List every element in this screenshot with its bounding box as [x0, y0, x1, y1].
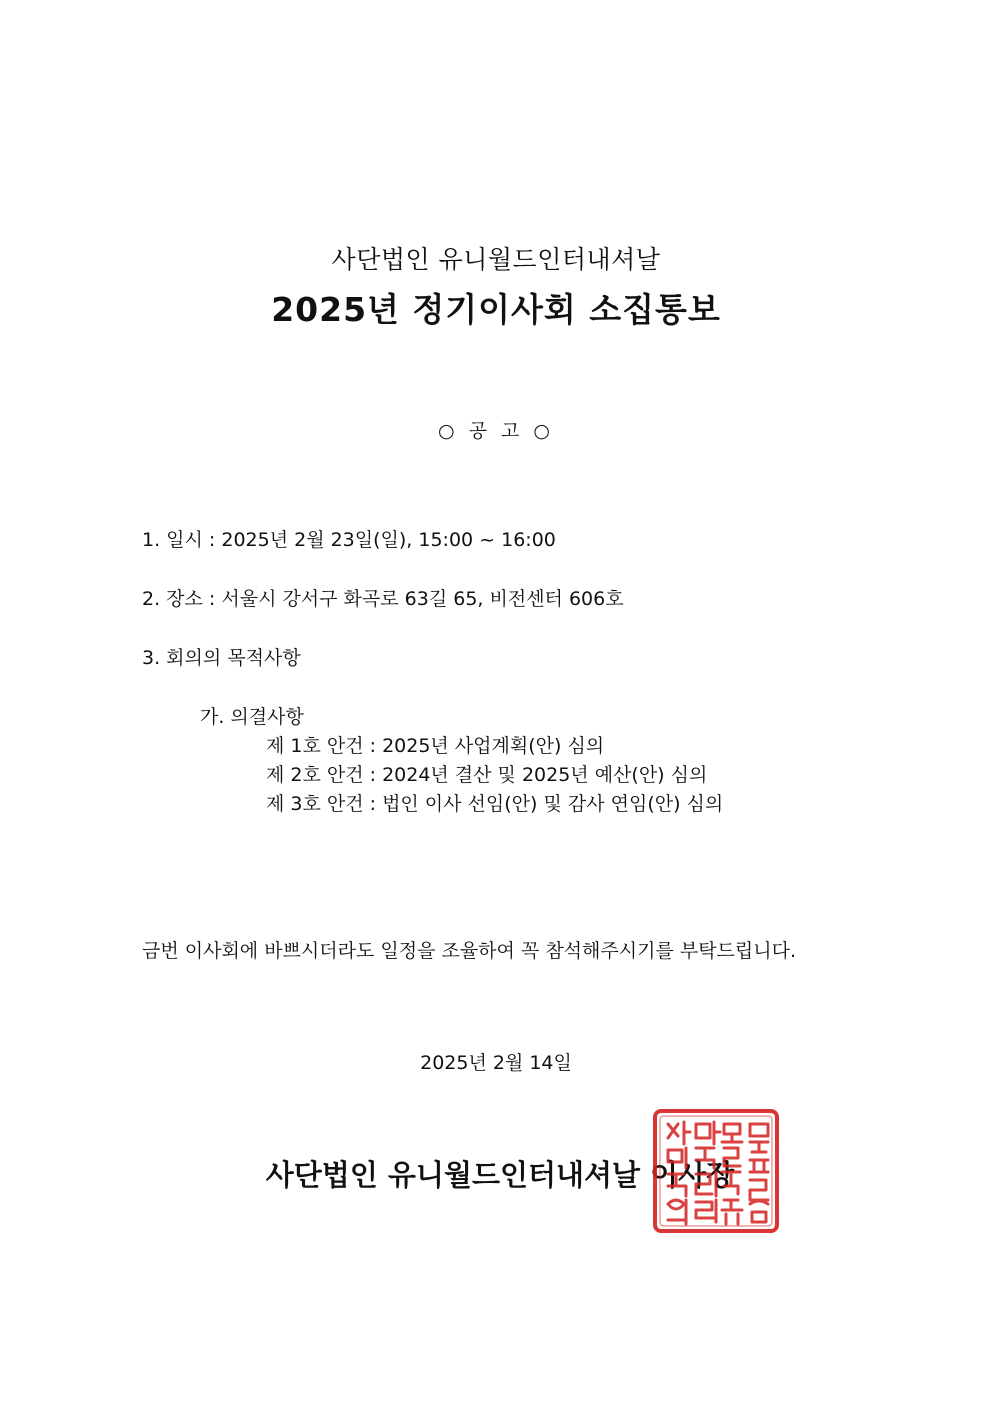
agenda-motion-1: 제 1호 안건 : 2025년 사업계획(안) 심의 [266, 735, 605, 757]
resolution-subheading: 가. 의결사항 [200, 706, 304, 728]
agenda-motion-2: 제 2호 안건 : 2024년 결산 및 2025년 예산(안) 심의 [266, 764, 708, 786]
meeting-place-item: 2. 장소 : 서울시 강서구 화곡로 63길 65, 비전센터 606호 [142, 588, 624, 610]
closing-request: 금번 이사회에 바쁘시더라도 일정을 조율하여 꼭 참석해주시기를 부탁드립니다. [142, 940, 796, 962]
meeting-agenda-item: 3. 회의의 목적사항 [142, 647, 301, 669]
organization-name: 사단법인 유니월드인터내셔날 [331, 245, 661, 274]
meeting-date-item: 1. 일시 : 2025년 2월 23일(일), 15:00 ~ 16:00 [142, 529, 556, 551]
signer-line: 사단법인 유니월드인터내셔날 이사장 [265, 1158, 735, 1192]
agenda-motion-3: 제 3호 안건 : 법인 이사 선임(안) 및 감사 연임(안) 심의 [266, 793, 724, 815]
official-seal-stamp [652, 1108, 780, 1234]
seal-graphic [652, 1108, 780, 1234]
document-title: 2025년 정기이사회 소집통보 [271, 290, 721, 329]
issue-date: 2025년 2월 14일 [420, 1052, 572, 1074]
notice-heading: ○ 공 고 ○ [438, 420, 554, 442]
